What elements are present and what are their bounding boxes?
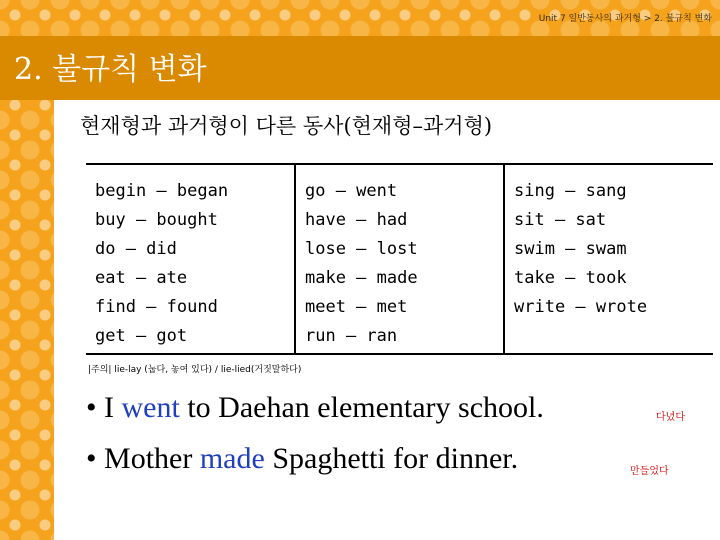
verb-pair: eat – ate — [95, 268, 188, 288]
verb-pair: make – made — [305, 268, 418, 288]
highlighted-verb: went — [121, 391, 180, 424]
caution-note: |주의| lie-lay (눕다, 놓여 있다) / lie-lied(거짓말하다) — [88, 365, 302, 375]
verb-pair: sing – sang — [514, 181, 627, 201]
verb-pair: go – went — [305, 181, 398, 201]
sentence-text-before: I — [104, 391, 122, 424]
sentence-text-after: Spaghetti for dinner. — [264, 442, 519, 475]
verb-column-2 — [295, 164, 504, 354]
verb-pair: do – did — [95, 239, 177, 259]
verb-pair: have – had — [305, 210, 408, 230]
verb-pair: swim – swam — [514, 239, 627, 259]
verb-pair: buy – bought — [95, 210, 218, 230]
sentence-text-after: to Daehan elementary school. — [179, 391, 544, 424]
verb-pair: find – found — [95, 297, 218, 317]
verb-pair: write – wrote — [514, 297, 648, 317]
verb-pair: sit – sat — [514, 210, 607, 230]
korean-gloss-1: 다녔다 — [656, 412, 685, 423]
verb-column-1 — [86, 164, 295, 354]
example-sentence-2 — [86, 442, 518, 476]
korean-gloss-2: 만들었다 — [630, 466, 669, 477]
verb-column-3 — [504, 164, 713, 354]
verb-pair: run – ran — [305, 326, 398, 346]
verb-pair: take – took — [514, 268, 627, 288]
bullet: • — [86, 442, 97, 475]
verb-pair: begin – began — [95, 181, 229, 201]
sentence-text-before: Mother — [104, 442, 200, 475]
verb-pair: get – got — [95, 326, 188, 346]
breadcrumb: Unit 7 일반동사의 과거형 > 2. 불규칙 변화 — [538, 14, 712, 24]
subtitle: 현재형과 과거형이 다른 동사(현재형–과거형) — [80, 114, 493, 138]
bullet: • — [86, 391, 97, 424]
example-sentence-1 — [86, 391, 544, 425]
slide-title: 2. 불규칙 변화 — [14, 52, 207, 87]
verb-pair: lose – lost — [305, 239, 418, 259]
header-bar — [0, 0, 720, 32]
verb-pair: meet – met — [305, 297, 408, 317]
highlighted-verb: made — [199, 442, 265, 475]
verb-table — [86, 163, 713, 355]
